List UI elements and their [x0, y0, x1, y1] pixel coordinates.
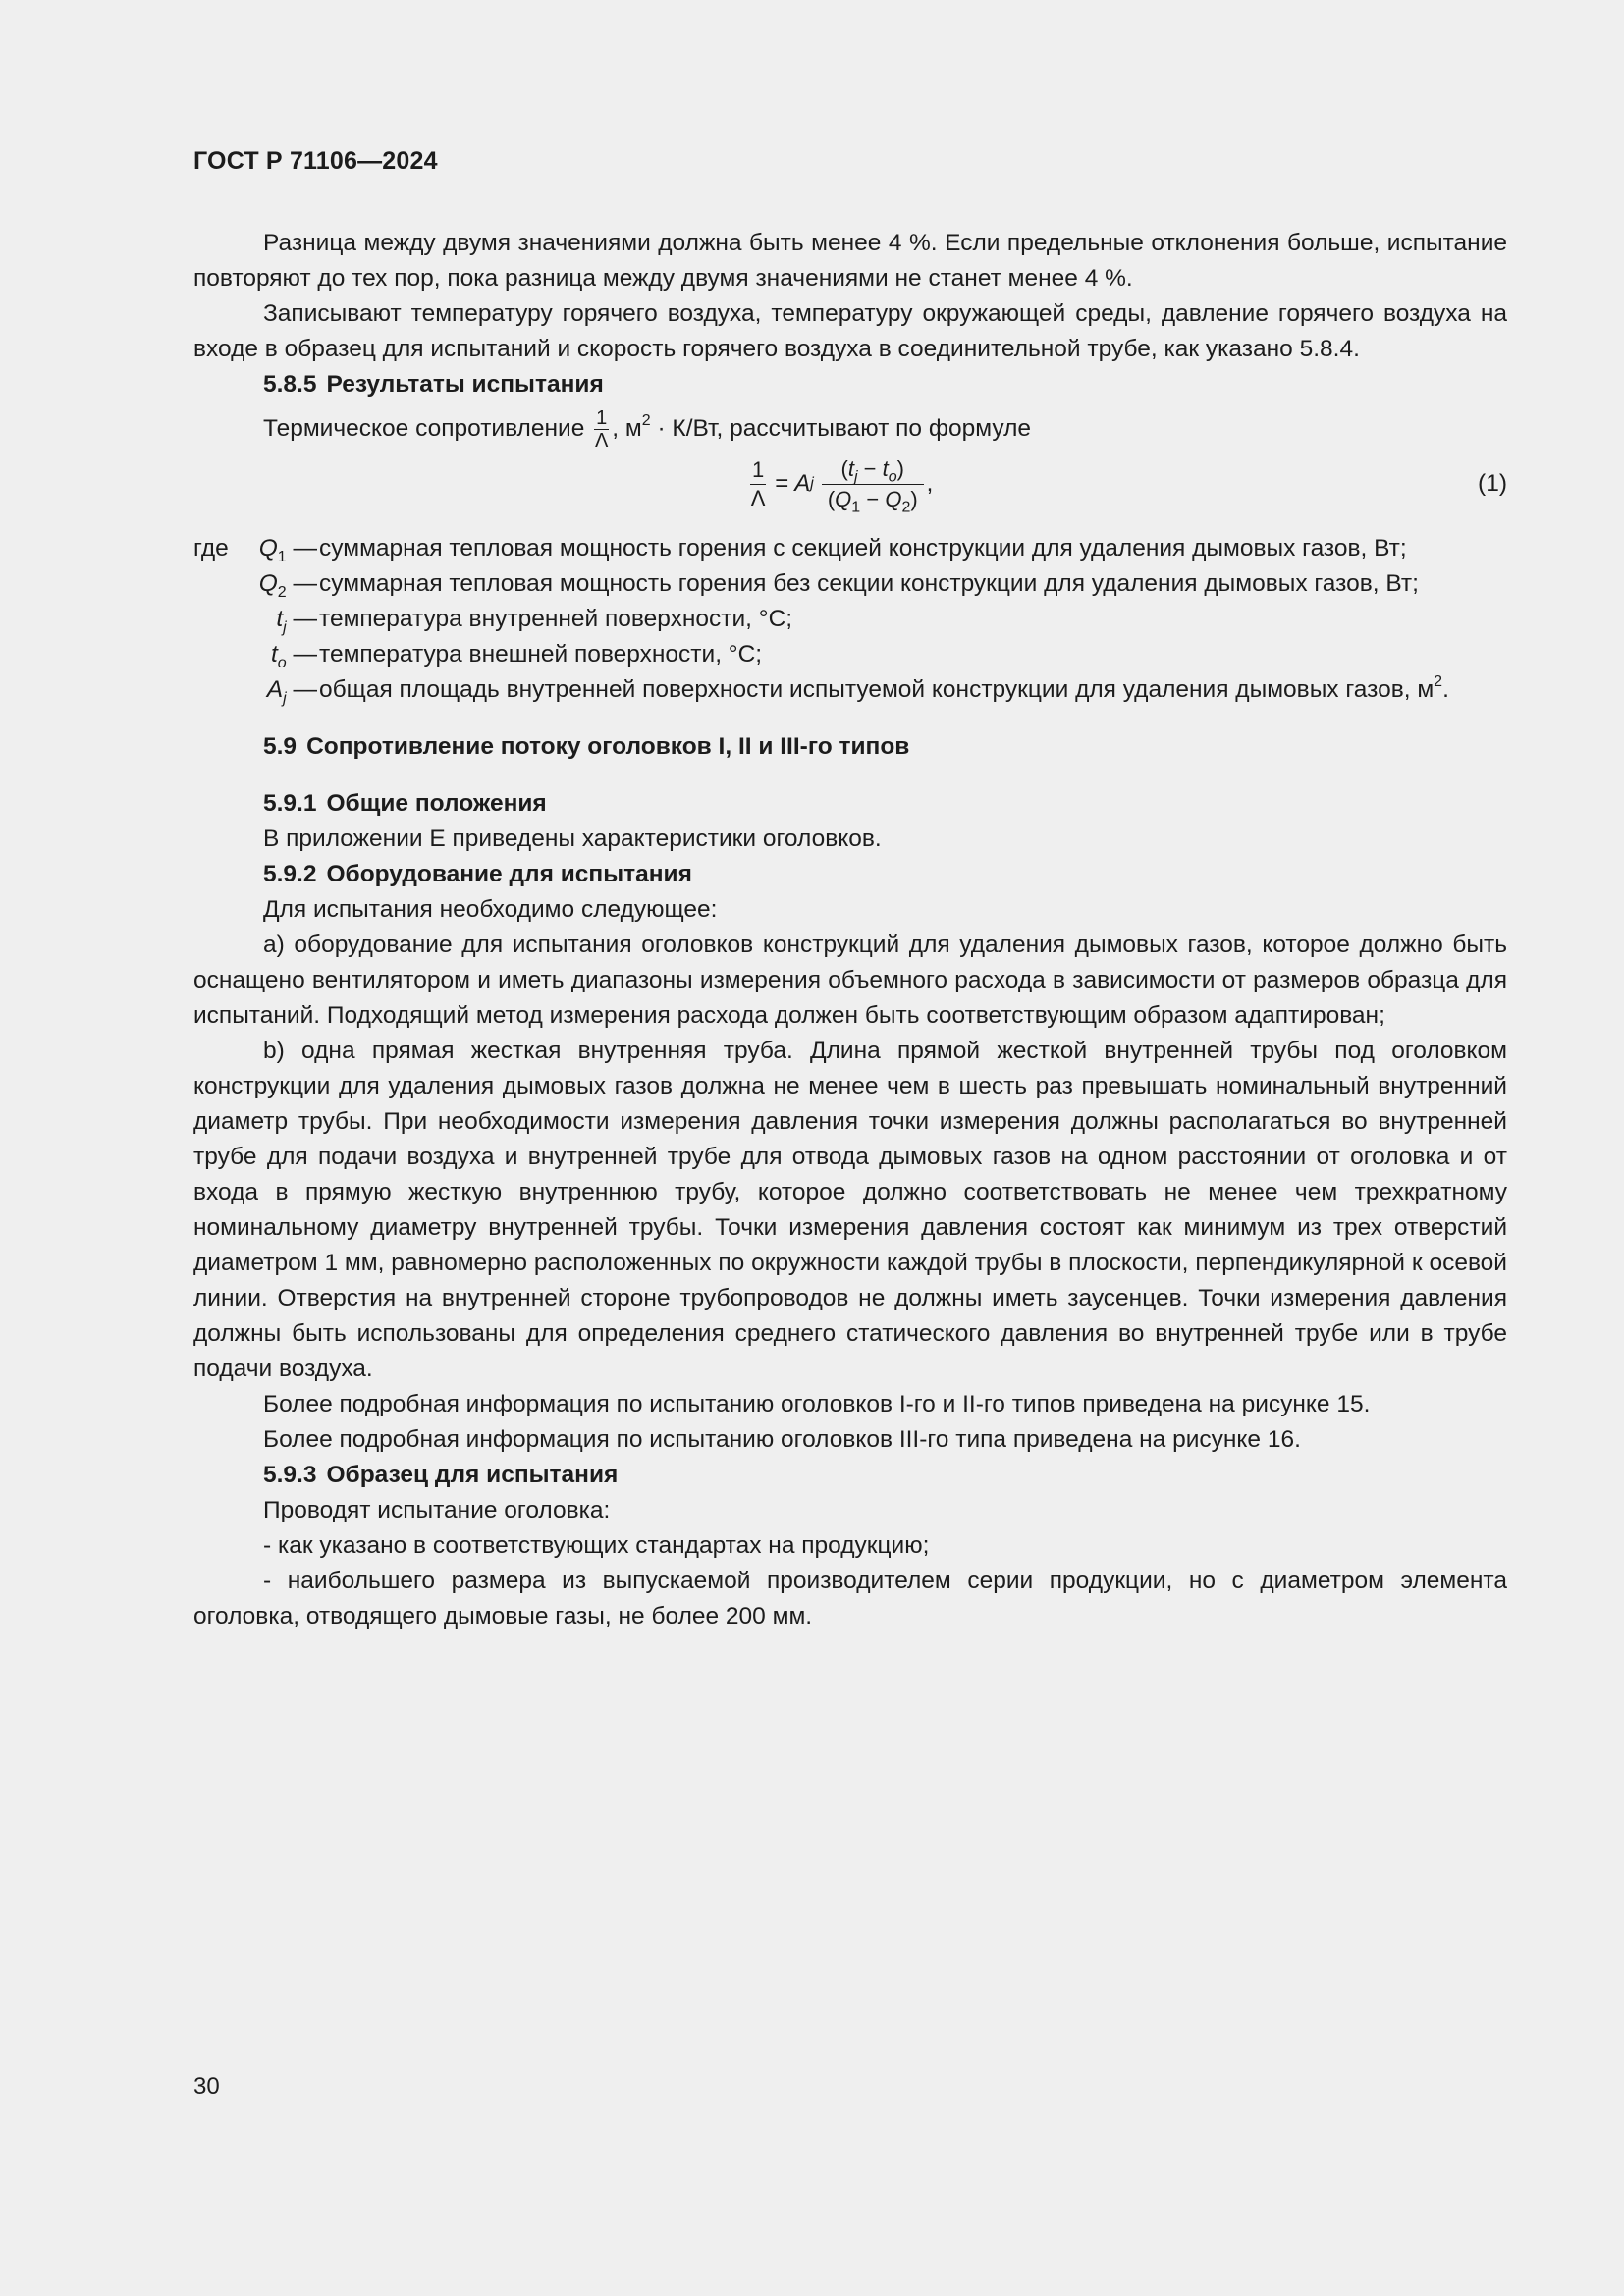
definitions-list: [193, 531, 1507, 708]
paragraph-figure-15-reference: Более подробная информация по испытанию оголовков I-го и II-го типов приведена на рисунке 15.: [263, 1391, 1371, 1417]
document-body: [193, 226, 1507, 1634]
unit-text: м: [624, 414, 642, 442]
variable-Q: Q: [885, 486, 902, 511]
rhs-numerator: [822, 456, 924, 485]
symbol-subscript: j: [283, 689, 287, 707]
paragraph-annex-e: В приложении Е приведены характеристики оголовков.: [263, 826, 882, 852]
paragraph-figure-16-reference: Более подробная информация по испытанию оголовков III-го типа приведена на рисунке 16.: [263, 1426, 1301, 1453]
symbol-subscript: 2: [277, 583, 287, 601]
formula-block: [193, 453, 1507, 517]
definition-text: [317, 672, 1507, 708]
definition-item: [193, 566, 1507, 602]
symbol: A: [266, 676, 284, 703]
formula-lhs-fraction: [750, 457, 766, 511]
lhs-numerator: 1: [750, 457, 766, 485]
comma: ,: [612, 414, 620, 442]
paren-close: ): [910, 486, 918, 511]
definition-text: температура внутренней поверхности, °C;: [319, 606, 793, 632]
bullet-item: - наибольшего размера из выпускаемой производителем серии продукции, но с диаметром элемента оголовка, отводящего дымовые газы, не более 200 мм.: [193, 1568, 1507, 1629]
where-word: где: [193, 535, 229, 561]
dash: —: [293, 606, 317, 632]
variable-Q: Q: [835, 486, 852, 511]
formula-rhs-fraction: [822, 455, 924, 515]
section-number: 5.9.3: [263, 1462, 317, 1488]
formula-thermal-resistance: [747, 453, 933, 515]
document-page: [193, 0, 1507, 2296]
section-heading-5-9-1: [193, 786, 1507, 822]
section-heading-5-8-5: [193, 367, 1507, 402]
section-title: Результаты испытания: [326, 371, 604, 398]
paren-open: (: [827, 486, 836, 511]
definition-symbol: [193, 531, 317, 566]
section-title: Оборудование для испытания: [326, 861, 692, 887]
minus-sign: −: [866, 486, 880, 511]
symbol-subscript: 1: [277, 548, 287, 565]
section-number: 5.9.2: [263, 861, 317, 887]
definition-symbol: [193, 566, 317, 602]
paragraph-equipment-intro: Для испытания необходимо следующее:: [263, 896, 718, 923]
section-heading-5-9-3: [193, 1458, 1507, 1493]
dash: —: [293, 676, 317, 703]
document-code-header: ГОСТ Р 71106—2024: [193, 147, 438, 175]
section-title: Общие положения: [326, 790, 547, 817]
variable-t: t: [882, 455, 889, 481]
dash: —: [293, 570, 317, 597]
section-title: Сопротивление потоку оголовков I, II и III-го типов: [306, 733, 910, 760]
paragraph-record-temperature: Записывают температуру горячего воздуха, температуру окружающей среды, давление горячего воздуха на входе в образец для испытаний и скорость горячего воздуха в соединительной трубе, как указано 5.8.4.: [193, 300, 1507, 362]
section-number: 5.9.1: [263, 790, 317, 817]
intro-text-after: · К/Вт, рассчитывают по формуле: [657, 414, 1031, 442]
paren-close: ): [896, 455, 904, 481]
dash: —: [293, 535, 317, 561]
section-heading-5-9-2: [193, 857, 1507, 892]
lhs-denominator: Λ: [750, 485, 766, 510]
definition-text: температура внешней поверхности, °C;: [319, 641, 763, 667]
definition-text: суммарная тепловая мощность горения с секцией конструкции для удаления дымовых газов, Вт;: [319, 535, 1407, 561]
list-item-a: а) оборудование для испытания оголовков конструкций для удаления дымовых газов, которое должно быть оснащено вентилятором и иметь диапазоны измерения объемного расхода в зависимости от размеров образца для испытаний. Подходящий метод измерения расхода должен быть соответствующим образом адаптирован;: [193, 932, 1507, 1029]
fraction-numerator: 1: [596, 407, 608, 429]
formula-comma: ,: [926, 470, 934, 497]
dash: —: [293, 641, 317, 667]
definition-text-main: общая площадь внутренней поверхности испытуемой конструкции для удаления дымовых газов, м: [319, 676, 1435, 703]
symbol: Q: [258, 535, 278, 561]
section-number: 5.9: [263, 733, 298, 760]
variable-t: t: [847, 455, 854, 481]
subscript-o: o: [888, 467, 897, 485]
variable-A: A: [794, 470, 811, 497]
intro-text: Термическое сопротивление: [263, 414, 585, 442]
definition-symbol: [193, 602, 317, 637]
variable-A-subscript: j: [810, 475, 814, 492]
equals-sign: =: [775, 470, 789, 497]
definition-symbol: [193, 637, 317, 672]
paragraph-sample-intro: Проводят испытание оголовка:: [263, 1497, 611, 1523]
section-title: Образец для испытания: [326, 1462, 619, 1488]
definition-text: суммарная тепловая мощность горения без секции конструкции для удаления дымовых газов, Вт;: [319, 570, 1419, 597]
subscript-j: j: [853, 467, 858, 485]
thermal-resistance-intro: [193, 408, 1507, 451]
definition-symbol: [193, 672, 317, 708]
definition-text-end: .: [1442, 676, 1449, 703]
paragraph-difference: Разница между двумя значениями должна быть менее 4 %. Если предельные отклонения больше, испытание повторяют до тех пор, пока разница между двумя значениями не станет менее 4 %.: [193, 230, 1507, 292]
rhs-denominator: [822, 485, 924, 515]
bullet-item: - как указано в соответствующих стандартах на продукцию;: [263, 1532, 930, 1559]
symbol-subscript: o: [277, 654, 287, 671]
paren-open: (: [840, 455, 848, 481]
subscript-2: 2: [901, 498, 911, 515]
subscript-1: 1: [851, 498, 861, 515]
unit-exponent: 2: [1434, 672, 1443, 690]
definition-item: [193, 637, 1507, 672]
definition-item: [193, 531, 1507, 566]
formula-number: (1): [1478, 470, 1507, 497]
fraction-denominator: Λ: [595, 430, 609, 452]
symbol: Q: [258, 570, 278, 597]
page-number: 30: [193, 2073, 220, 2100]
inline-fraction-one-over-lambda: [594, 408, 609, 451]
symbol-subscript: j: [283, 618, 287, 636]
section-heading-5-9: [193, 729, 1507, 765]
definition-item: [193, 602, 1507, 637]
unit-exponent: 2: [641, 411, 651, 429]
definition-item: [193, 672, 1507, 708]
minus-sign: −: [863, 455, 877, 481]
section-number: 5.8.5: [263, 371, 317, 398]
list-item-b: b) одна прямая жесткая внутренняя труба. Длина прямой жесткой внутренней трубы под оголовком конструкции для удаления дымовых газов должна не менее чем в шесть раз превышать номинальный внутренний диаметр трубы. При необходимости измерения давления точки измерения должны располагаться во внутренней трубе для подачи воздуха и внутренней трубе для отвода дымовых газов на одном расстоянии от оголовка и от входа в прямую жесткую внутреннюю трубу, которое должно соответствовать не менее чем трехкратному номинальному диаметру внутренней трубы. Точки измерения давления состоят как минимум из трех отверстий диаметром 1 мм, равномерно расположенных по окружности каждой трубы в плоскости, перпендикулярной к осевой линии. Отверстия на внутренней стороне трубопроводов не должны иметь заусенцев. Точки измерения давления должны быть использованы для определения среднего статического давления во внутренней трубе или в трубе подачи воздуха.: [193, 1038, 1507, 1382]
symbol: t: [276, 606, 284, 632]
symbol: t: [270, 641, 278, 667]
